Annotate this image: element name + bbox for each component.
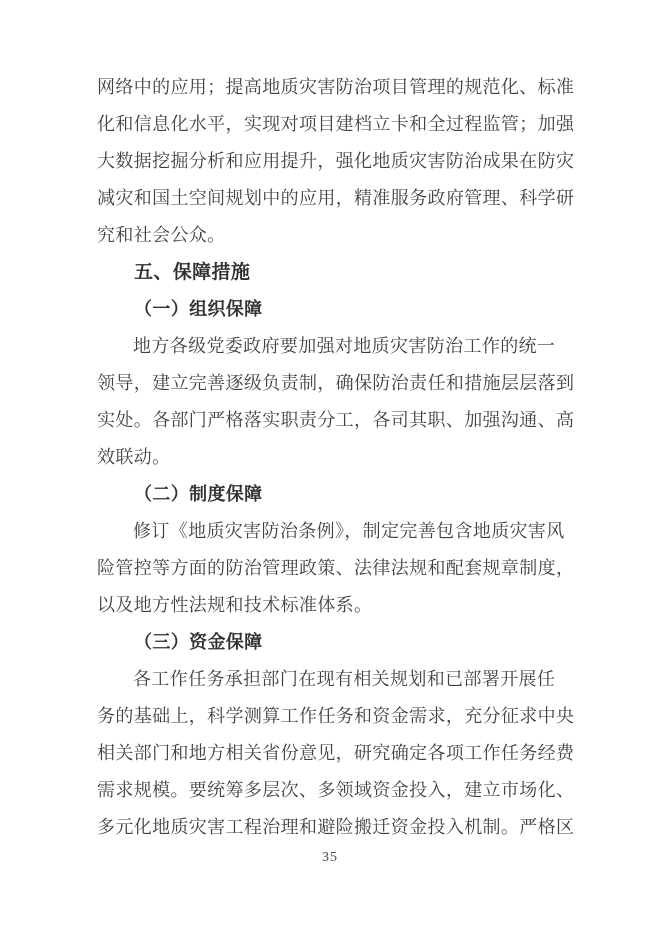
text-line: 究和社会公众。: [97, 225, 226, 245]
paragraph-organization: [97, 328, 575, 476]
text-line: 实处。各部门严格落实职责分工，各司其职、加强沟通、高: [97, 410, 575, 430]
text-line: 以及地方性法规和技术标准体系。: [97, 595, 373, 615]
text-line: 多元化地质灾害工程治理和避险搬迁资金投入机制。严格区: [97, 817, 575, 837]
text-line: 需求规模。要统筹多层次、多领域资金投入，建立市场化、: [97, 780, 575, 800]
paragraph-system: [97, 513, 575, 624]
text-line: 修订《地质灾害防治条例》，制定完善包含地质灾害风: [133, 521, 565, 541]
text-line: 相关部门和地方相关省份意见，研究确定各项工作任务经费: [97, 743, 575, 763]
subsection-heading-system: （二）制度保障: [134, 484, 263, 504]
document-page-body: [97, 69, 575, 846]
text-line: 地方各级党委政府要加强对地质灾害防治工作的统一: [133, 336, 556, 356]
text-line: 务的基础上，科学测算工作任务和资金需求，充分征求中央: [97, 706, 575, 726]
paragraph-continuation: [97, 69, 575, 254]
text-line: 网络中的应用；提高地质灾害防治项目管理的规范化、标准: [97, 77, 575, 97]
text-line: 化和信息化水平，实现对项目建档立卡和全过程监管；加强: [97, 114, 575, 134]
chapter-heading: 五、保障措施: [134, 262, 251, 283]
subsection-heading-organization: （一）组织保障: [134, 299, 263, 319]
subsection-heading-funding: （三）资金保障: [134, 632, 263, 652]
text-line: 大数据挖掘分析和应用提升，强化地质灾害防治成果在防灾: [97, 151, 575, 171]
text-line: 效联动。: [97, 447, 171, 467]
text-line: 减灾和国土空间规划中的应用，精准服务政府管理、科学研: [97, 188, 575, 208]
text-line: 领导，建立完善逐级负责制，确保防治责任和措施层层落到: [97, 373, 575, 393]
text-line: 险管控等方面的防治管理政策、法律法规和配套规章制度，: [97, 558, 575, 578]
text-line: 各工作任务承担部门在现有相关规划和已部署开展任: [133, 669, 556, 689]
paragraph-funding: [97, 661, 575, 846]
page-number: 35: [322, 850, 338, 865]
